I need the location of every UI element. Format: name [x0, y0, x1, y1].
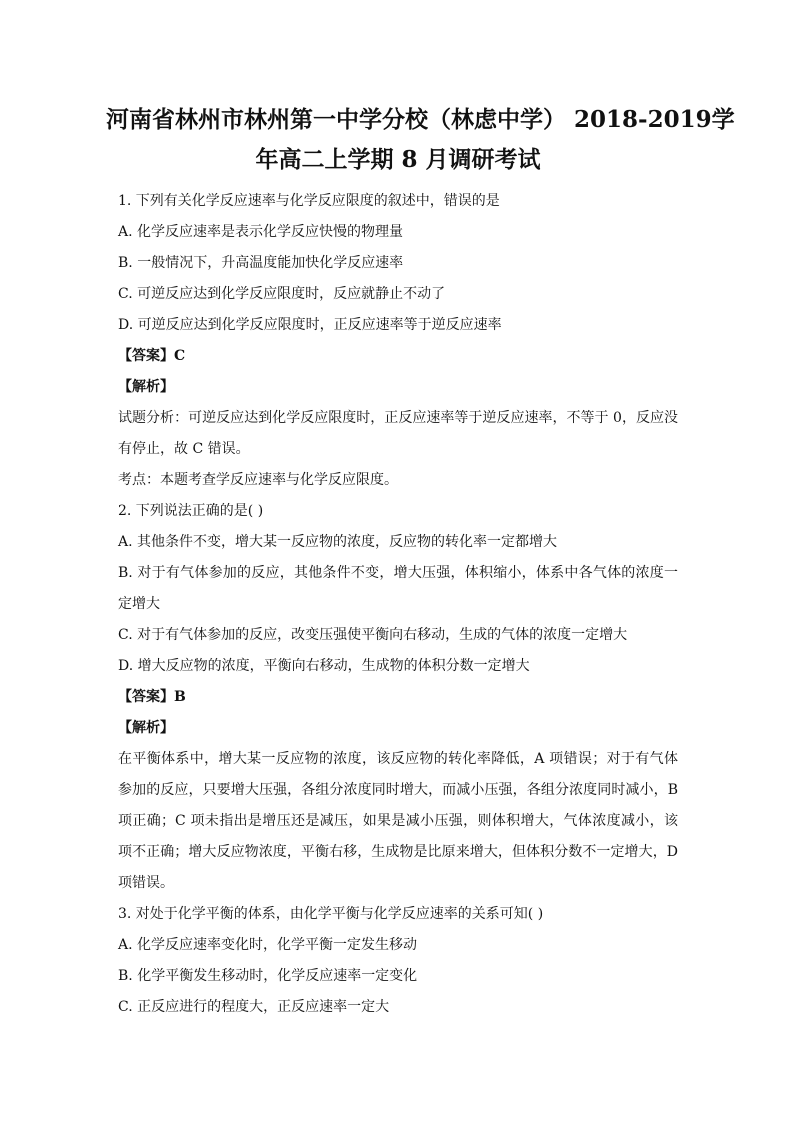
question-1	[118, 186, 678, 496]
question-3-stem: 3. 对处于化学平衡的体系，由化学平衡与化学反应速率的关系可知( )	[118, 906, 544, 922]
question-3-option-a: A. 化学反应速率变化时，化学平衡一定发生移动	[118, 937, 418, 953]
question-1-option-c: C. 可逆反应达到化学反应限度时，反应就静止不动了	[118, 286, 446, 302]
title-line-2: 年高二上学期 8 月调研考试	[255, 146, 541, 173]
document-title	[106, 100, 735, 180]
question-2-option-a: A. 其他条件不变，增大某一反应物的浓度，反应物的转化率一定都增大	[118, 534, 558, 550]
question-3	[118, 899, 678, 1023]
question-1-analysis: 试题分析：可逆反应达到化学反应限度时，正反应速率等于逆反应速率，不等于 0，反应没有停止，故 C 错误。	[118, 410, 678, 457]
question-2	[118, 496, 678, 899]
question-2-option-c: C. 对于有气体参加的反应，改变压强使平衡向右移动，生成的气体的浓度一定增大	[118, 627, 628, 643]
question-2-analysis: 在平衡体系中，增大某一反应物的浓度，该反应物的转化率降低，A 项错误；对于有气体参加的反应，只要增大压强，各组分浓度同时增大，而减小压强，各组分浓度同时减小，B 项正确；C 项未指出是增压还是减压，如果是减小压强，则体积增大，气体浓度减小，该项不正确；增大反应物浓度，平衡右移，生成物是比原来增大，但体积分数不一定增大，D 项错误。	[118, 751, 678, 891]
question-3-option-b: B. 化学平衡发生移动时，化学反应速率一定变化	[118, 968, 418, 984]
question-2-stem: 2. 下列说法正确的是( )	[118, 503, 264, 519]
question-2-option-b: B. 对于有气体参加的反应，其他条件不变，增大压强，体积缩小，体系中各气体的浓度一定增大	[118, 565, 678, 612]
question-1-option-a: A. 化学反应速率是表示化学反应快慢的物理量	[118, 224, 404, 240]
question-1-option-b: B. 一般情况下，升高温度能加快化学反应速率	[118, 255, 404, 271]
question-1-stem: 1. 下列有关化学反应速率与化学反应限度的叙述中，错误的是	[118, 193, 500, 209]
question-1-option-d: D. 可逆反应达到化学反应限度时，正反应速率等于逆反应速率	[118, 317, 502, 333]
question-1-answer: 【答案】C	[118, 348, 186, 364]
question-2-answer: 【答案】B	[118, 689, 186, 705]
document-page	[106, 100, 735, 1023]
question-1-analysis-heading: 【解析】	[118, 379, 174, 395]
question-2-option-d: D. 增大反应物的浓度，平衡向右移动，生成物的体积分数一定增大	[118, 658, 530, 674]
question-3-option-c: C. 正反应进行的程度大，正反应速率一定大	[118, 999, 390, 1015]
question-1-note: 考点：本题考查学反应速率与化学反应限度。	[118, 472, 398, 488]
title-line-1: 河南省林州市林州第一中学分校（林虑中学） 2018-2019学	[106, 106, 735, 133]
question-2-analysis-heading: 【解析】	[118, 720, 174, 736]
